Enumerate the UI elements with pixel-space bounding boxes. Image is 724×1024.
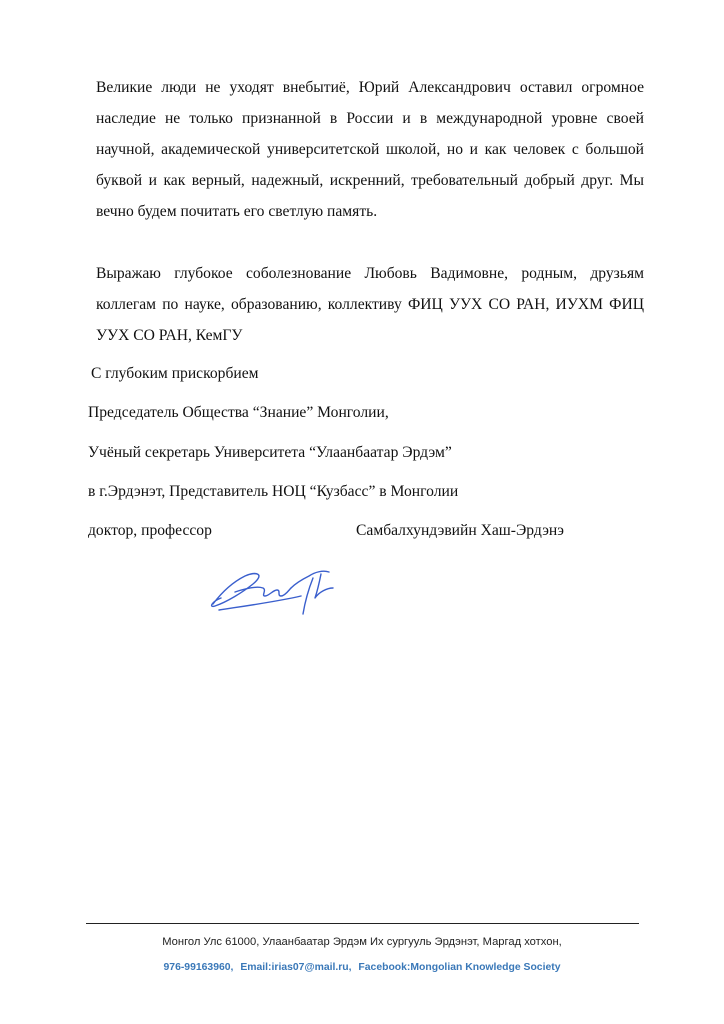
- footer-facebook: Facebook:Mongolian Knowledge Society: [358, 962, 561, 973]
- footer-phone: 976-99163960,: [163, 962, 234, 973]
- footer-address: Монгол Улс 61000, Улаанбаатар Эрдэм Их сургууль Эрдэнэт, Маргад хотхон,: [162, 936, 562, 948]
- signatory-title-representative: в г.Эрдэнэт, Представитель НОЦ “Кузбасс” в Монголии: [88, 483, 459, 500]
- signatory-degree: доктор, профессор: [88, 522, 212, 539]
- signatory-name: Самбалхундэвийн Хаш-Эрдэнэ: [356, 522, 564, 539]
- signatory-title-chairman: Председатель Общества “Знание” Монголии,: [88, 404, 389, 421]
- condolence-line: С глубоким прискорбием: [91, 365, 259, 382]
- handwritten-signature: [205, 562, 340, 622]
- footer-divider: [86, 923, 639, 924]
- paragraph-condolences: Выражаю глубокое соболезнование Любовь Вадимовне, родным, друзьям коллегам по науке, образованию, коллективу ФИЦ УУХ СО РАН, ИУХМ ФИЦ УУХ СО РАН, КемГУ: [96, 265, 644, 344]
- paragraph-tribute: Великие люди не уходят внебытиё, Юрий Александрович оставил огромное наследие не только признанной в России и в международной уровне своей научной, академической университетской школой, но и как человек с большой буквой и как верный, надежный, искренний, требовательный добрый друг. Мы вечно будем почитать его светлую память.: [96, 79, 644, 220]
- footer-contacts: [0, 962, 724, 973]
- signatory-title-secretary: Учёный секретарь Университета “Улаанбаатар Эрдэм”: [88, 444, 452, 461]
- footer-email: Email:irias07@mail.ru,: [240, 962, 352, 973]
